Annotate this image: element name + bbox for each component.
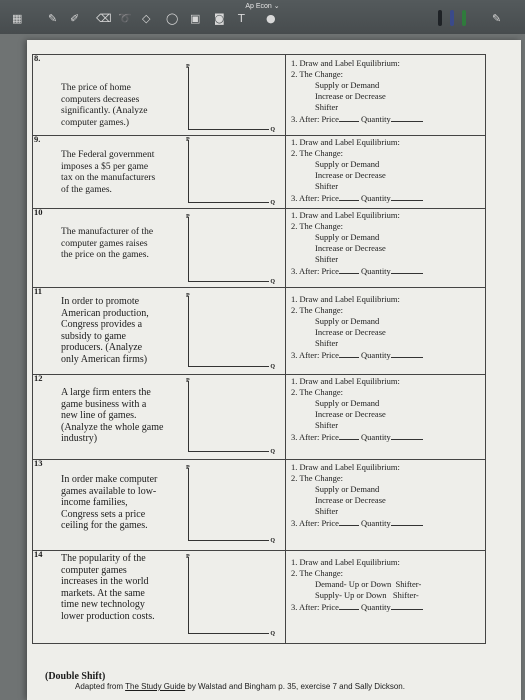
steps-list: 1. Draw and Label Equilibrium: 2. The Change: Demand- Up or Down Shifter- Supply- Up or Down Shifter- 3. After: Price Quantity (291, 557, 422, 612)
pen-icon[interactable]: ✎ (48, 12, 58, 25)
document-title[interactable]: Ap Econ ⌄ (245, 3, 280, 10)
exercise-prompt: The Federal government imposes a $5 per game tax on the manufacturers of the games. (61, 150, 156, 195)
mic-icon[interactable]: ● (266, 12, 276, 25)
exercise-number: 14 (34, 549, 43, 559)
exercise-prompt: A large firm enters the game business with a new line of games. (Analyze the whole game industry) (61, 387, 164, 444)
worksheet-page[interactable] (27, 40, 521, 700)
blank-graph[interactable]: P Q (186, 214, 275, 285)
exercise-row-13 (33, 460, 485, 551)
exercise-prompt: The manufacturer of the computer games raises the price on the games. (61, 227, 154, 260)
exercise-number: 11 (34, 286, 43, 296)
exercise-prompt: In order to promote American production, Congress provides a subsidy to game producers. (Analyze only American firms) (61, 296, 149, 365)
image-icon[interactable]: ▣ (190, 12, 201, 25)
steps-list: 1. Draw and Label Equilibrium: 2. The Change: Supply or Demand Increase or Decrease Shifter 3. After: Price Quantity (291, 137, 423, 204)
chevron-down-icon: ⌄ (273, 3, 280, 10)
exercise-prompt: The popularity of the computer games increases in the world markets. At the same time new technology lower production costs. (61, 553, 155, 622)
exercise-prompt: The price of home computers decreases significantly. (Analyze computer games.) (61, 83, 148, 128)
steps-list: 1. Draw and Label Equilibrium: 2. The Change: Supply or Demand Increase or Decrease Shifter 3. After: Price Quantity (291, 210, 423, 277)
exercise-number: 12 (34, 373, 43, 383)
exercise-prompt: In order make computer games available to low- income families, Congress sets a price ceiling for the games. (61, 474, 158, 531)
citation-footer: (Double Shift) Adapted from The Study Guide by Walstad and Bingham p. 35, exercise 7 and Sally Dickson. (45, 671, 405, 691)
exercise-number: 13 (34, 458, 43, 468)
double-shift-label: (Double Shift) (45, 671, 106, 682)
blank-graph[interactable]: P Q (186, 465, 275, 544)
exercise-row-10 (33, 209, 485, 288)
steps-list: 1. Draw and Label Equilibrium: 2. The Change: Supply or Demand Increase or Decrease Shifter 3. After: Price Quantity (291, 376, 423, 443)
worksheet-table (32, 54, 486, 644)
steps-list: 1. Draw and Label Equilibrium: 2. The Change: Supply or Demand Increase or Decrease Shifter 3. After: Price Quantity (291, 58, 423, 125)
exercise-row-11 (33, 288, 485, 375)
exercise-row-9 (33, 136, 485, 209)
lasso-icon[interactable]: ➰ (118, 12, 132, 25)
exercise-number: 8. (34, 53, 41, 63)
shape-icon[interactable]: ◇ (142, 12, 151, 25)
blank-graph[interactable]: P Q (186, 293, 275, 370)
marker-icon[interactable]: ✐ (70, 12, 80, 25)
pen-color-black[interactable] (438, 10, 442, 26)
steps-list: 1. Draw and Label Equilibrium: 2. The Change: Supply or Demand Increase or Decrease Shifter 3. After: Price Quantity (291, 294, 423, 361)
exercise-row-8 (33, 55, 485, 136)
camera-icon[interactable]: ◙ (214, 12, 225, 25)
blank-graph[interactable]: P Q (186, 378, 275, 455)
exercise-row-14 (33, 551, 485, 643)
eraser-icon[interactable]: ⌫ (96, 12, 112, 25)
steps-list: 1. Draw and Label Equilibrium: 2. The Change: Supply or Demand Increase or Decrease Shifter 3. After: Price Quantity (291, 462, 423, 529)
exercise-row-12 (33, 375, 485, 460)
blank-graph[interactable]: P Q (186, 137, 275, 206)
grid-icon[interactable]: ▦ (12, 12, 23, 25)
pen-settings-icon[interactable]: ✎ (492, 12, 502, 25)
pen-color-green[interactable] (462, 10, 466, 26)
exercise-number: 9. (34, 134, 41, 144)
blank-graph[interactable]: P Q (186, 64, 275, 133)
exercise-number: 10 (34, 207, 43, 217)
pen-color-blue[interactable] (450, 10, 454, 26)
comment-icon[interactable]: ◯ (166, 12, 179, 25)
app-toolbar (0, 0, 525, 34)
text-icon[interactable]: T (238, 12, 245, 25)
blank-graph[interactable]: P Q (186, 554, 275, 637)
